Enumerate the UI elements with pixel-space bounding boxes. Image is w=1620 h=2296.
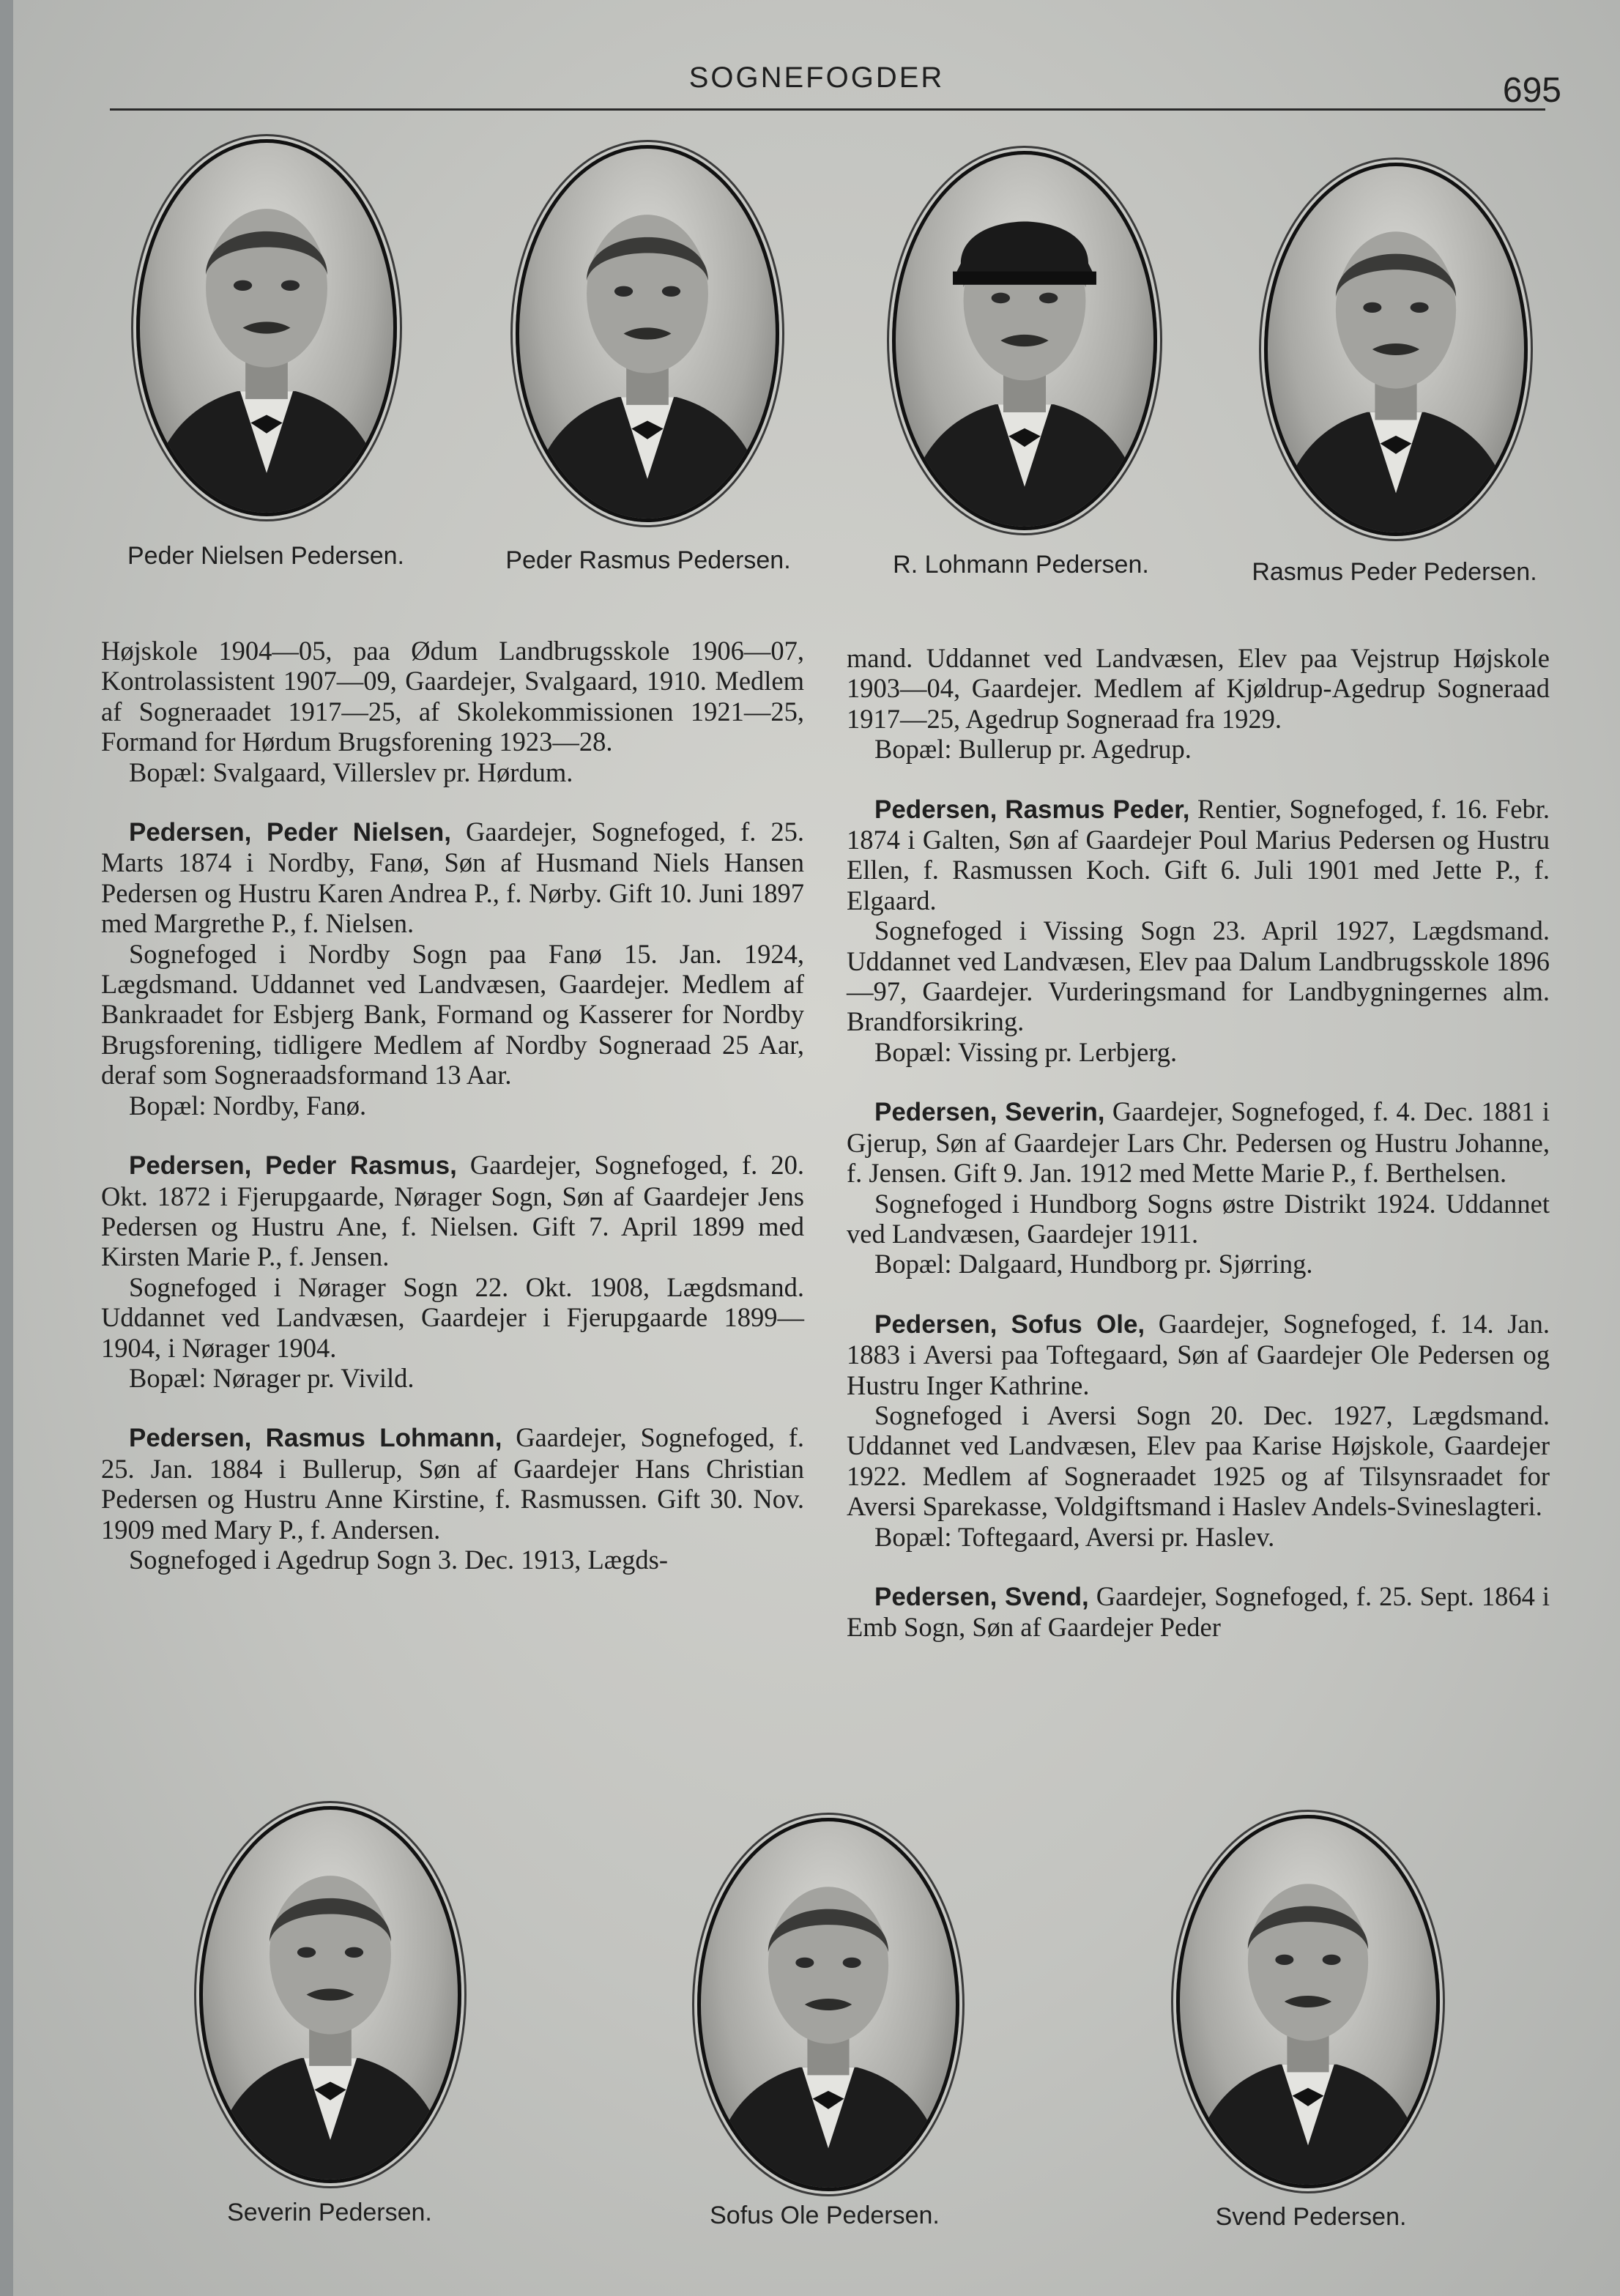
address: Bopæl: Vissing pr. Lerbjerg. [874,1036,1178,1067]
portrait-photo [519,149,776,519]
biography-career: Sognefoged i Hundborg Sogns østre Distrikt 1924. Uddannet ved Landvæsen, Gaardejer 1911. [847,1188,1550,1249]
biography-details: Gaardejer, Sognefoged, f. 20. Okt. 1872 i Fjerupgaarde, Nørager Sogn, Søn af Gaardejer Jens Pedersen og Hustru Ane, f. Nielsen. Gift 7. April 1899 med Kirsten Marie P., f. Jensen. [101,1150,804,1272]
biography-career: Sognefoged i Nordby Sogn paa Fanø 15. Jan. 1924, Lægdsmand. Uddannet ved Landvæsen, Gaardejer. Medlem af Bankraadet for Esbjerg Bank, Formand og Kasserer for Nordby Brugsforening, tidligere Medlem af Nordby Sogneraad 25 Aar, deraf som Sogneraadsformand 13 Aar. [101,938,804,1091]
address: Bopæl: Nordby, Fanø. [129,1090,367,1121]
biography-details: Gaardejer, Sognefoged, f. 25. Marts 1874 i Nordby, Fanø, Søn af Husmand Niels Hansen Pedersen og Hustru Karen Andrea P., f. Nørby. Gift 10. Juni 1897 med Margrethe P., f. Nielsen. [101,817,804,939]
portrait-rasmus-peder-pedersen [1264,163,1528,536]
biography-name: Pedersen, Severin, [874,1098,1105,1127]
biography-details: Gaardejer, Sognefoged, f. 25. Jan. 1884 i Bullerup, Søn af Gaardejer Hans Christian Pedersen og Hustru Anne Kirstine, f. Rasmussen. Gift 30. Nov. 1909 med Mary P., f. Andersen. [101,1422,804,1545]
portrait-svend-pedersen [1176,1815,1440,2188]
caption-peder-nielsen-pedersen: Peder Nielsen Pedersen. [127,542,404,570]
biography-details: Rentier, Sognefoged, f. 16. Febr. 1874 i Galten, Søn af Gaardejer Poul Marius Pedersen og Hustru Ellen, f. Rasmussen Koch. Gift 6. Juli 1901 med Jette P., f. Elgaard. [847,793,1550,915]
right-column [847,643,1550,1643]
portrait-peder-nielsen-pedersen [136,139,397,516]
biography-name: Pedersen, Svend, [874,1582,1089,1611]
caption-rasmus-peder-pedersen: Rasmus Peder Pedersen. [1252,558,1537,586]
portrait-sofus-ole-pedersen [697,1818,959,2191]
header-rule [110,108,1545,111]
biography-career: Sognefoged i Nørager Sogn 22. Okt. 1908, Lægdsmand. Uddannet ved Landvæsen, Gaardejer i Fjerupgaarde 1899—1904, i Nørager 1904. [101,1271,804,1363]
running-head: SOGNEFOGDER [688,62,945,94]
biography-details: Gaardejer, Sognefoged, f. 25. Sept. 1864 i Emb Sogn, Søn af Gaardejer Peder [847,1580,1550,1643]
portrait-peder-rasmus-pedersen [516,145,779,522]
caption-svend-pedersen: Svend Pedersen. [1215,2203,1407,2231]
biography-intro [847,1096,1550,1188]
left-column [101,636,804,1575]
address: Bopæl: Toftegaard, Aversi pr. Haslev. [874,1521,1275,1552]
address: Bopæl: Nørager pr. Vivild. [129,1362,415,1393]
portrait-photo [701,1821,956,2188]
biography-intro [847,1309,1550,1400]
biography-intro [101,1422,804,1545]
caption-peder-rasmus-pedersen: Peder Rasmus Pedersen. [505,546,791,574]
caption-sofus-ole-pedersen: Sofus Ole Pedersen. [710,2202,940,2229]
address: Bopæl: Dalgaard, Hundborg pr. Sjørring. [874,1249,1313,1279]
biography-name: Pedersen, Sofus Ole, [874,1309,1145,1339]
portrait-photo [140,143,393,513]
biography-intro [847,1581,1550,1643]
caption-severin-pedersen: Severin Pedersen. [227,2199,432,2226]
portrait-photo [1268,166,1524,532]
biography-name: Pedersen, Rasmus Peder, [874,795,1190,824]
biography-name: Pedersen, Peder Nielsen, [129,818,452,847]
biography-career: Sognefoged i Aversi Sogn 20. Dec. 1927, Lægdsmand. Uddannet ved Landvæsen, Elev paa Karise Højskole, Gaardejer 1922. Medlem af Sogneraadet 1925 og af Tilsynsraadet for Aversi Sparekasse, Voldgiftsmand i Haslev Andels-Svineslagteri. [847,1400,1550,1522]
biography-intro [101,1150,804,1272]
biography-name: Pedersen, Peder Rasmus, [129,1151,457,1181]
continuation-text: mand. Uddannet ved Landvæsen, Elev paa Vejstrup Højskole 1903—04, Gaardejer. Medlem af Kjøldrup-Agedrup Sogneraad 1917—25, Agedrup Sogneraad fra 1929. [847,643,1550,734]
book-page [13,0,1620,2296]
biography-intro [101,817,804,939]
biography-career: Sognefoged i Agedrup Sogn 3. Dec. 1913, Lægds- [129,1544,669,1575]
biography-career: Sognefoged i Vissing Sogn 23. April 1927, Lægdsmand. Uddannet ved Landvæsen, Elev paa Dalum Landbrugsskole 1896—97, Gaardejer. Vurderingsmand for Landbygningernes alm. Brandforsikring. [847,915,1550,1037]
portrait-photo [1180,1818,1436,2185]
caption-r-lohmann-pedersen: R. Lohmann Pedersen. [893,551,1149,579]
portrait-photo [203,1810,458,2180]
biography-intro [847,794,1550,916]
biography-details: Gaardejer, Sognefoged, f. 4. Dec. 1881 i Gjerup, Søn af Gaardejer Lars Chr. Pedersen og Hustru Johanne, f. Jensen. Gift 9. Jan. 1912 med Mette Marie P., f. Berthelsen. [847,1096,1550,1189]
address: Bopæl: Bullerup pr. Agedrup. [874,734,1192,765]
biography-name: Pedersen, Rasmus Lohmann, [129,1424,502,1453]
biography-details: Gaardejer, Sognefoged, f. 14. Jan. 1883 i Aversi paa Toftegaard, Søn af Gaardejer Ole Pedersen og Hustru Inger Kathrine. [847,1308,1550,1400]
portrait-photo [896,155,1153,527]
portrait-severin-pedersen [199,1806,461,2183]
continuation-text: Højskole 1904—05, paa Ødum Landbrugsskole 1906—07, Kontrolassistent 1907—09, Gaardejer, Svalgaard, 1910. Medlem af Sogneraadet 1917—25, af Skolekommissionen 1921—25, Formand for Hørdum Brugsforening 1923—28. [101,636,804,757]
page-number: 695 [1502,71,1561,110]
portrait-r-lohmann-pedersen [892,151,1157,530]
address: Bopæl: Svalgaard, Villerslev pr. Hørdum. [129,757,573,787]
